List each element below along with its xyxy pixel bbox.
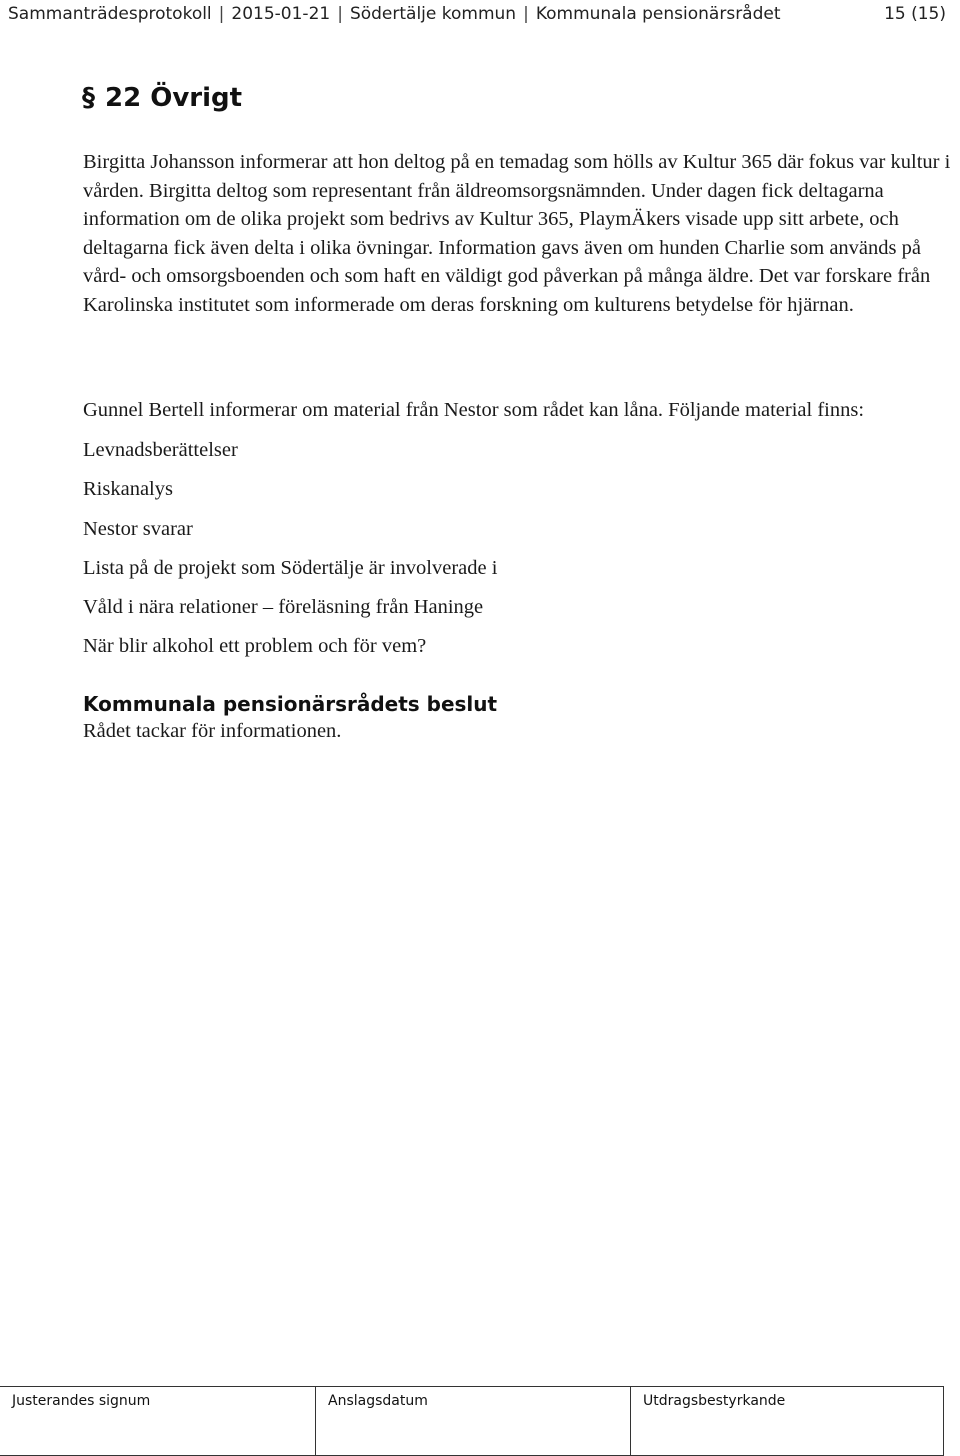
- page-header: [8, 4, 952, 24]
- paragraph-materials-intro: Gunnel Bertell informerar om material från Nestor som rådet kan låna. Följande material finns:: [83, 399, 865, 421]
- materials-list: [83, 436, 497, 672]
- separator: |: [523, 4, 529, 24]
- decision-text: Rådet tackar för informationen.: [83, 720, 342, 742]
- separator: |: [337, 4, 343, 24]
- document-type: Sammanträdesprotokoll: [8, 4, 212, 24]
- separator: |: [218, 4, 225, 24]
- certification-field: [631, 1387, 944, 1455]
- list-item: Våld i nära relationer – föreläsning från Haninge: [83, 596, 484, 619]
- decision-heading: Kommunala pensionärsrådets beslut: [83, 692, 498, 716]
- section-title: 22 Övrigt: [105, 83, 243, 113]
- meeting-date: 2015-01-21: [231, 4, 331, 24]
- posting-date-field: [316, 1387, 631, 1455]
- section-heading: [82, 83, 242, 113]
- signature-field: [0, 1387, 316, 1455]
- signature-label: Justerandes signum: [12, 1393, 151, 1409]
- page-number: 15 (15): [884, 4, 946, 24]
- header-title: [8, 4, 781, 24]
- list-item: Lista på de projekt som Södertälje är involverade i: [83, 556, 498, 579]
- list-item: När blir alkohol ett problem och för vem?: [83, 635, 427, 658]
- municipality: Södertälje kommun: [349, 4, 517, 24]
- list-item: Nestor svarar: [83, 517, 193, 540]
- signature-footer: [0, 1386, 944, 1456]
- list-item: Riskanalys: [83, 478, 173, 501]
- certification-label: Utdragsbestyrkande: [643, 1393, 786, 1409]
- posting-date-label: Anslagsdatum: [328, 1393, 428, 1409]
- paragraph-symbol: §: [82, 83, 95, 113]
- committee: Kommunala pensionärsrådet: [535, 4, 781, 24]
- list-item: Levnadsberättelser: [83, 439, 238, 461]
- paragraph-report: Birgitta Johansson informerar att hon deltog på en temadag som hölls av Kultur 365 där fokus var kultur i vården. Birgitta deltog som representant från äldreomsorgsnämnden. Under dagen fick deltagarna information om de olika projekt som bedrivs av Kultur 365, PlaymÄkers visade upp sitt arbete, och deltagarna fick även delta i olika övningar. Information gavs även om hunden Charlie som används på vård- och omsorgsboenden och som haft en väldigt god påverkan på många äldre. Det var forskare från Karolinska institutet som informerade om deras forskning om kulturens betydelse för hjärnan.: [83, 151, 951, 316]
